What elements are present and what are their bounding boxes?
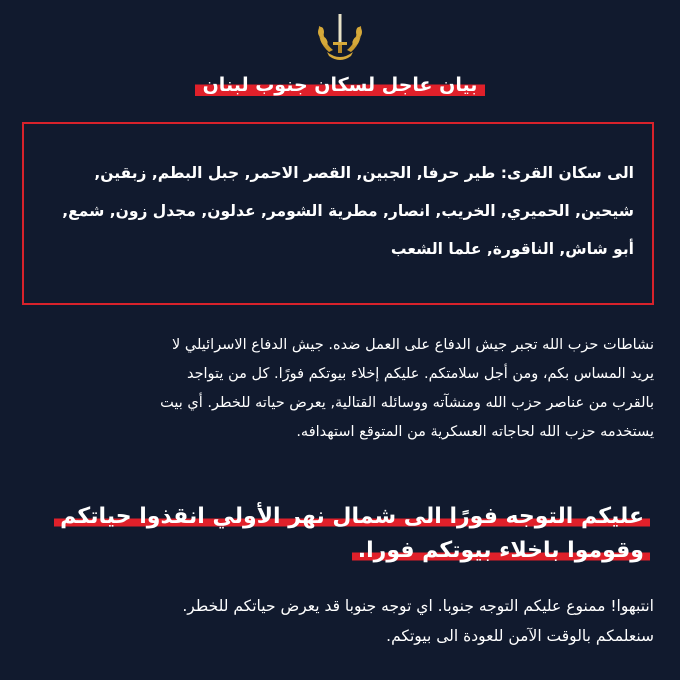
body-line: يريد المساس بكم، ومن أجل سلامتكم. عليكم إخلاء بيوتكم فورًا. كل من يتواجد — [186, 366, 654, 382]
villages-line: أبو شاش, الناقورة, علما الشعب — [390, 240, 634, 258]
warning-line: انتبهوا! ممنوع عليكم التوجه جنوبا. اي توجه جنوبا قد يعرض حياتكم للخطر. — [182, 597, 654, 615]
title-wrapper — [0, 72, 680, 98]
page-title: بيان عاجل لسكان جنوب لبنان — [195, 72, 486, 98]
warning-line: سنعلمكم بالوقت الآمن للعودة الى بيوتكم. — [386, 627, 654, 645]
headline-text: عليكم التوجه فورًا الى شمال نهر الأولي انقذوا حياتكم — [54, 504, 650, 529]
body-line: يستخدمه حزب الله لحاجاته العسكرية من المتوقع استهدافه. — [296, 424, 654, 440]
warning-paragraph — [24, 591, 654, 651]
headline-line — [30, 534, 650, 568]
headline — [30, 500, 650, 568]
body-line: نشاطات حزب الله تجبر جيش الدفاع على العمل ضده. جيش الدفاع الاسرائيلي لا — [172, 337, 654, 353]
villages-line: الى سكان القرى: طير حرفا, الجبين, القصر الاحمر, جبل البطم, زبقين, — [94, 164, 634, 182]
villages-line: شيحين, الحميري, الخريب, انصار, مطرية الشومر, عدلون, مجدل زون, شمع, — [62, 202, 634, 220]
headline-text: وقوموا باخلاء بيوتكم فورا. — [352, 538, 650, 563]
body-paragraph — [24, 331, 654, 447]
villages-box — [22, 122, 654, 305]
body-line: بالقرب من عناصر حزب الله ومنشآته ووسائله القتالية, يعرض حياته للخطر. أي بيت — [160, 395, 654, 411]
villages-text — [42, 154, 634, 268]
headline-line — [30, 500, 650, 534]
idf-emblem-icon — [313, 12, 367, 62]
